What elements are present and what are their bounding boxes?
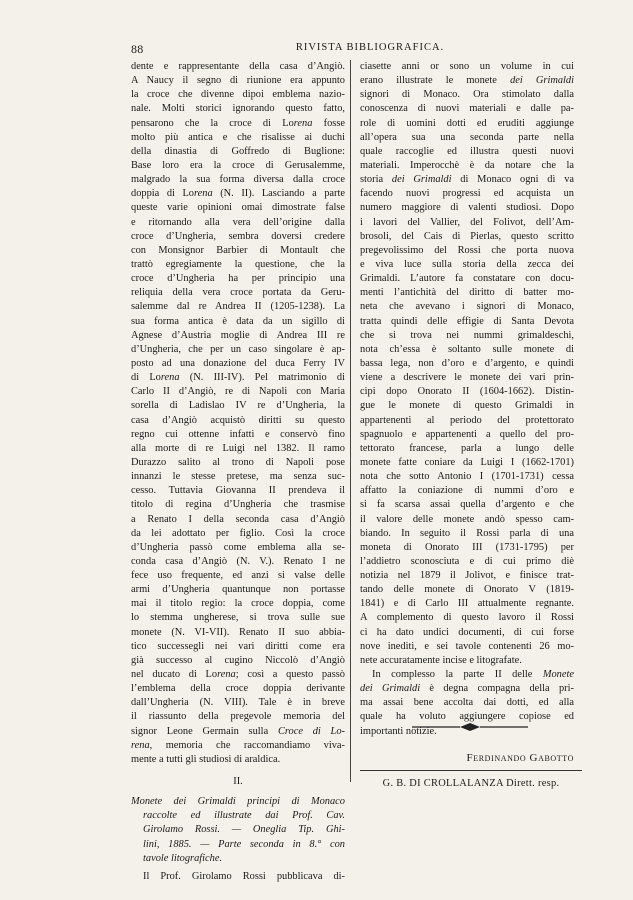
text-line: brosoli, del Cais di Pierlas, questo scritto [360,230,574,242]
left-column [131,60,345,884]
text-line: reliquia della vera croce portata da Geru- [131,287,345,299]
text-line: mai il titolo regio: la croce doppia, come [131,598,345,610]
text-line: gue le monete di questo Grimaldi in [360,400,574,412]
bibliographic-entry-line: Monete dei Grimaldi principi di Monaco [131,796,345,808]
text-line: erano illustrate le monete dei Grimaldi [360,75,574,87]
text-line: bassa lega, non d’oro e d’argento, e quindi [360,357,574,369]
text-line: A complemento di questo lavoro il Rossi [360,612,574,624]
text-line: importanti notizie. [360,725,437,737]
text-line: croce d’Ungheria, sembra doversi credere [131,230,345,242]
text-line: alla morte di re Luigi nel 1382. Il ramo [131,442,345,454]
page-header [131,42,579,58]
text-line: e ritornando alla vera dell’origine dalla [131,216,345,228]
text-line: la croce che divenne dipoi emblema nazio- [131,89,345,101]
text-line: nale. Molti storici ignorando questo fatto, [131,103,345,115]
text-line: il valore delle monete andò spesso cam- [360,513,574,525]
text-line: e viva luce sulla storia della zecca dei [360,258,574,270]
text-line: titolo di regina d’Ungheria che trasmise [131,499,345,511]
text-line: menti l’antichità del diritto di batter mo- [360,287,574,299]
text-line: Durazzo salito al trono di Napoli pose [131,456,345,468]
text-line: neta che avevano i signori di Monaco, [360,301,574,313]
footer-rule [360,770,582,771]
text-line: a Renato I della seconda casa d’Angiò [131,513,345,525]
text-line: croce d’Ungheria ha per principio una [131,273,345,285]
bibliographic-entry-line: raccolte ed illustrate dai Prof. Cav. [143,810,345,822]
text-line: cesso. Tuttavia Giovanna II prendeva il [131,485,345,497]
text-line: tratta quindi delle effigie di Santa Devota [360,315,574,327]
text-line: materiali. Imperocchè è da notare che la [360,159,574,171]
text-line: role di uomini dotti ed eruditi aggiunge [360,117,574,129]
text-line: l’addietro sconosciuta e di cui primo diè [360,555,574,567]
text-line: monete fatte coniare da Luigi I (1662-1701) [360,456,574,468]
text-line: Agnese d’Austria moglie di Andrea III re [131,329,345,341]
section-number: II. [233,776,243,788]
text-line: casa d’Angiò acquistò diritti su questo [131,414,345,426]
text-line: che si trova nei nummi grimaldeschi, [360,329,574,341]
text-line: molto più antica e che risalisse ai duchi [131,131,345,143]
text-line: dei Grimaldi è degna compagna della pri- [360,683,574,695]
text-line: tando delle monete di Onorato V (1819- [360,584,574,596]
text-line: signori di Monaco. Ora stimolato dalla [360,89,574,101]
text-line: numero maggiore di valenti studiosi. Dopo [360,202,574,214]
text-line: sua forma antica è data da un sigillo di [131,315,345,327]
text-line: fece uso frequente, ed anzi si valse delle [131,570,345,582]
text-line: A Naucy il segno di riunione era appunto [131,75,345,87]
bibliographic-entry-line: lini, 1885. — Parte seconda in 8.° con [143,838,345,850]
text-line: nota che sotto Antonio I (1701-1731) cessa [360,471,574,483]
text-line: mente a tutti gli studiosi di araldica. [131,753,281,765]
text-line: In complesso la parte II delle Monete [372,669,574,681]
text-line: rena, memoria che raccomandiamo viva- [131,739,345,751]
column-divider [350,60,351,782]
text-line: queste varie opinioni omai dimostrate false [131,202,345,214]
text-line: dall’Ungheria (N. VIII). Tale è in breve [131,697,345,709]
journal-title: RIVISTA BIBLIOGRAFICA. [295,42,445,53]
text-line: pensarono che la croce di Lorena fosse [131,117,345,129]
text-line: posto ad una donazione del duca Ferry IV [131,357,345,369]
ornament-divider [410,720,530,734]
bibliographic-entry-line: Girolamo Rossi. — Oneglia Tip. Ghi- [143,824,345,836]
text-line: nota ch’essa è soltanto sulle monete di [360,343,574,355]
text-line: biando. In seguito il Rossi parla di una [360,527,574,539]
text-line: dente e rappresentante della casa d’Angiò. [131,61,345,72]
text-line: sorella di Ladislao IV re d’Ungheria, la [131,400,345,412]
text-line: Il Prof. Girolamo Rossi pubblicava di- [143,870,345,882]
text-line: Carlo II d’Angiò, re di Napoli con Maria [131,386,345,398]
text-line: d’Ungheria passò come emblema alla se- [131,541,345,553]
text-line: pregevolissimo del Rossi che porta nuova [360,244,574,256]
text-line: all’opera sua una seconda parte nella [360,131,574,143]
text-line: con Monsignor Barbier di Montault che [131,244,345,256]
text-line: ma assai bene accolta dai dotti, ed alla [360,697,574,709]
signature: Ferdinando Gabotto [466,751,574,764]
text-line: quale raccoglie ed illustra questi nuovi [360,145,574,157]
text-line: malgrado la sua forma diversa dalla croce [131,174,345,186]
text-line: moneta di Onorato III (1731-1795) per [360,541,574,553]
text-line: già successo al cugino Niccolò d’Angiò [131,654,345,666]
text-line: cipi dopo Onorato II (1604-1662). Distin- [360,386,574,398]
text-line: il riassunto della pregevole memoria del [131,711,345,723]
text-line: nete accuratamente incise e litografate. [360,654,522,666]
text-line: salemme dal re Andrea II (1205-1238). La [131,301,345,313]
text-line: tico successegli nei vari diritti come era [131,640,345,652]
text-line: monete (N. VI-VII). Renato II suo abbia- [131,626,345,638]
text-line: si fa scarsa assai quella d’argento e che [360,499,574,511]
text-line: quale ha voluto aggiungere copiose ed [360,711,574,723]
text-line: spagnuolo e appartenenti a quello del pro- [360,428,574,440]
text-line: armi d’Ungheria quantunque non portasse [131,584,345,596]
text-line: trattò egregiamente la questione, che la [131,258,345,270]
text-line: di Lorena (N. III-IV). Pel matrimonio di [131,372,345,384]
text-line: Grimaldi. L’autore fa constatare con docu- [360,273,574,285]
text-line: 1841) e di Carlo III attualmente regnante. [360,598,574,610]
text-line: Base loro era la croce di Gerusalemme, [131,159,345,171]
text-line: doppia di Lorena (N. II). Lasciando a parte [131,188,345,200]
text-line: della dinastia di Goffredo di Buglione: [131,145,345,157]
page-number: 88 [131,42,144,56]
text-line: i lavori del Vallier, del Folivot, dell’Am- [360,216,574,228]
text-line: nove inediti, e sei tavole contenenti 26 mo- [360,640,574,652]
text-line: d’Ungheria, che per un caso singolare è ap- [131,343,345,355]
text-line: innanzi le stesse pretese, ma senza suc- [131,471,345,483]
text-line: conda casa d’Angiò (N. V.). Renato I ne [131,555,345,567]
text-line: affatto la coniazione di nummi d’oro e [360,485,574,497]
bibliographic-entry-line: tavole litografiche. [143,852,223,864]
text-line: appartenenti al periodo del protettorato [360,414,574,426]
text-line: viene a descrivere le monete dei vari prin- [360,372,574,384]
text-line: conoscenza di nuovi materiali e dalle pa- [360,103,574,115]
text-line: ci ha dato undici documenti, di cui forse [360,626,574,638]
text-line: facendo nuovi progressi ed acquista un [360,188,574,200]
text-line: storia dei Grimaldi di Monaco ogni dì va [360,174,574,186]
text-line: lo stemma ungherese, si trova sulle sue [131,612,345,624]
text-line: tettorato francese, parla a lungo delle [360,442,574,454]
text-line: notizia nel 1879 il Jolivot, e finisce trat- [360,570,574,582]
text-line: regno cui ottenne infatti e conservò fino [131,428,345,440]
text-line: nel ducato di Lorena; così a questo passò [131,669,345,681]
text-line: signor Leone Germain sulla Croce di Lo- [131,725,345,737]
text-line: da lei adottato per figlio. Così la croce [131,527,345,539]
text-line: ciasette anni or sono un volume in cui [360,61,574,72]
right-column [360,60,574,765]
director-line: G. B. DI CROLLALANZA Dirett. resp. [382,778,560,789]
text-line: l’emblema della croce doppia derivante [131,683,345,695]
